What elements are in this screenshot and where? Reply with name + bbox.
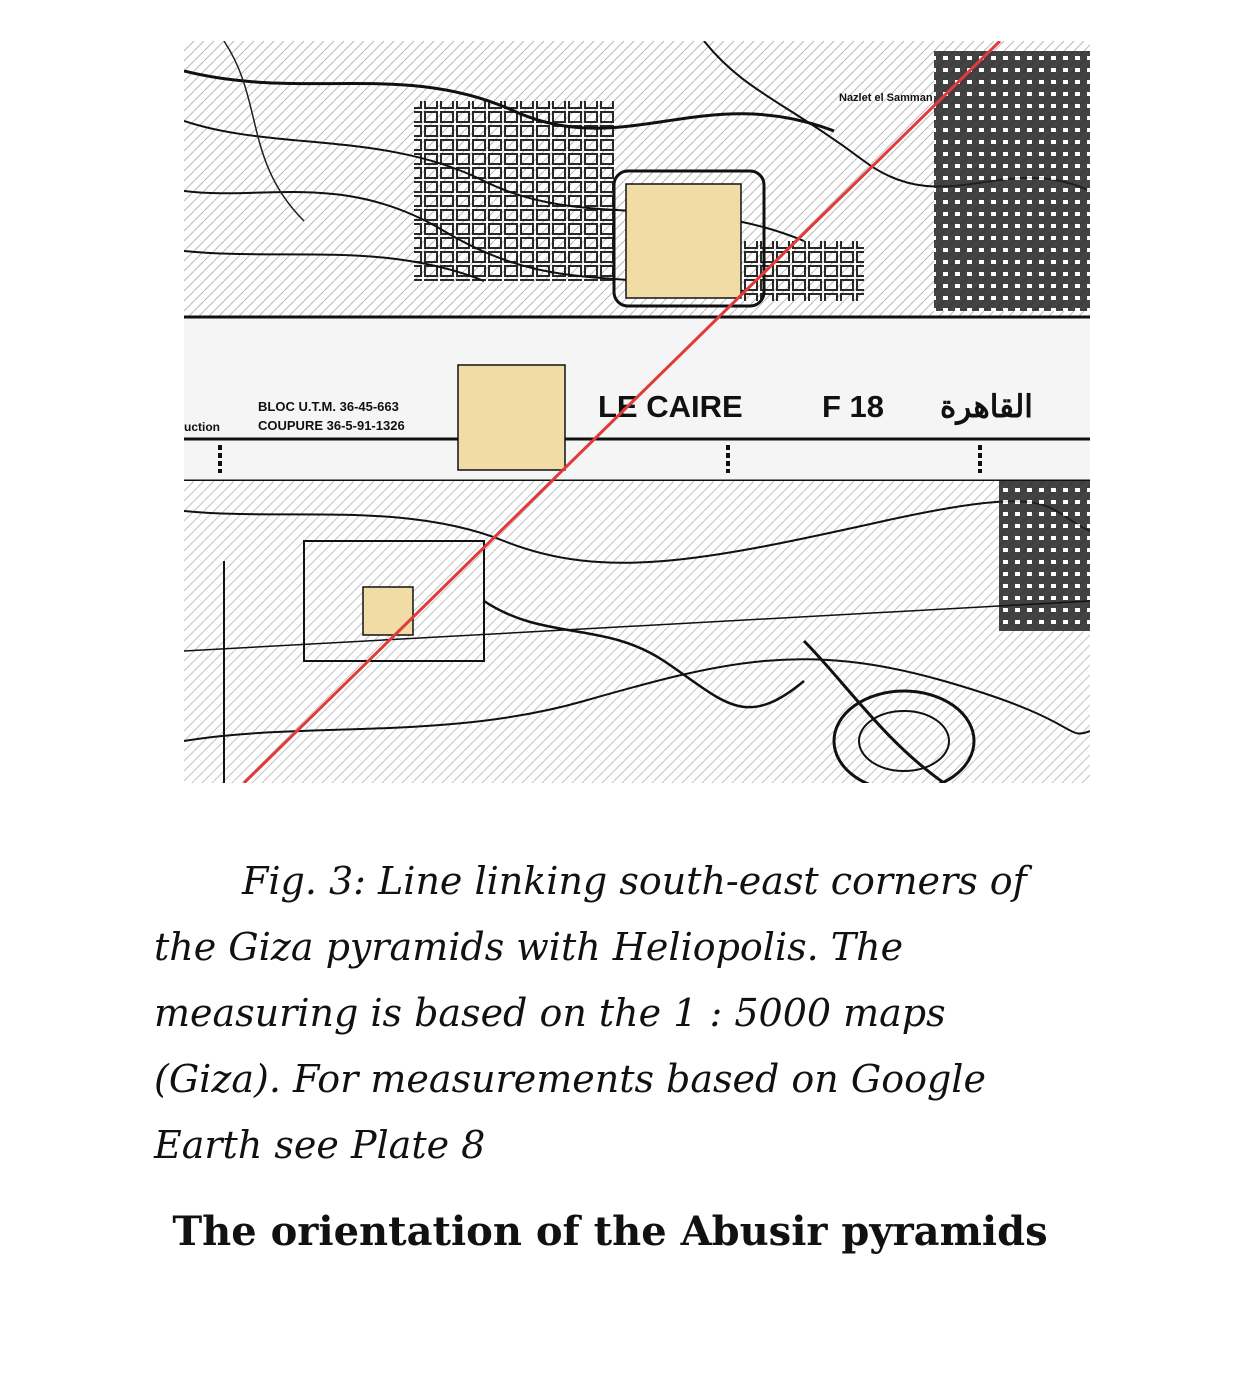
figure-caption: Fig. 3: Line linking south-east corners of the Giza pyramids with Heliopolis. The measuring is based on the 1 : 5000 maps (Giza). For measurements based on Google Earth see Plate 8: [154, 859, 1027, 1167]
map-label-title: LE CAIRE: [598, 389, 743, 424]
map-label-sheet: F 18: [822, 389, 885, 424]
map-label-top-note: Nazlet el Samman: [839, 92, 933, 104]
pyramid-menkaure: [363, 587, 413, 635]
map-bottom-panel: [184, 481, 1090, 783]
section-heading: The orientation of the Abusir pyramids: [172, 1208, 1048, 1255]
map-svg: [184, 41, 1090, 783]
pyramid-khufu: [626, 184, 741, 298]
pyramid-khafre: [458, 365, 565, 470]
map-label-edge: uction: [184, 420, 220, 434]
map-label-bloc: BLOC U.T.M. 36-45-663: [258, 399, 399, 414]
map-label-coupure: COUPURE 36-5-91-1326: [258, 418, 405, 433]
map-label-arabic: القاهرة: [940, 389, 1033, 424]
map-figure: [184, 41, 1090, 783]
